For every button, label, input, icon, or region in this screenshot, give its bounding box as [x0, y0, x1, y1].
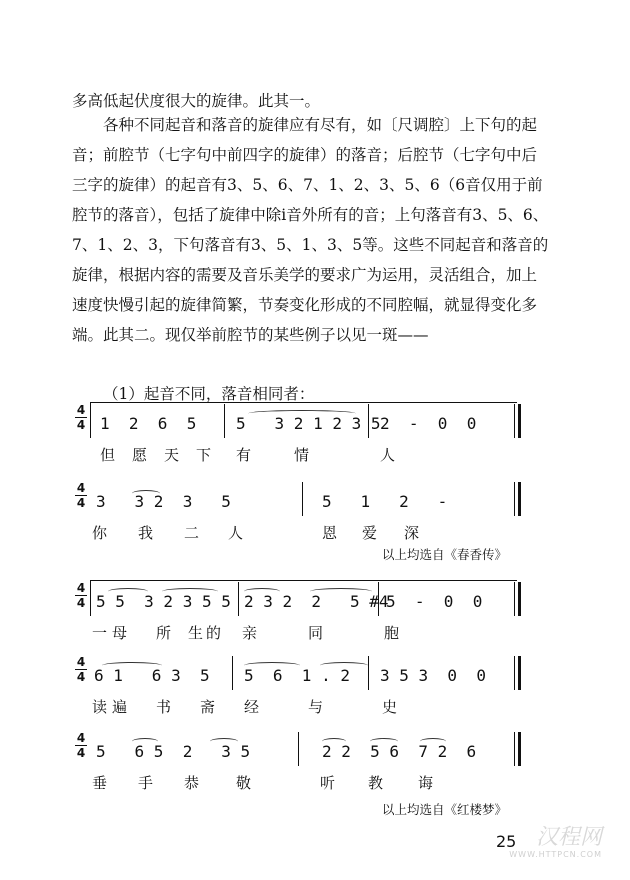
lyric: 恩: [322, 524, 338, 542]
lyric: 生: [188, 624, 204, 642]
barline: [90, 404, 91, 438]
lyric: 但: [100, 446, 116, 464]
paragraph-2-text: 各种不同起音和落音的旋律应有尽有，如〔尺调腔〕上下句的起音；前腔节（七字句中前四字的旋律）的落音；后腔节（七字句中后三字的旋律）的起音有3、5、6、7、1、2、3、5、6（6音仅用于前腔节的落音），包括了旋律中除i音外所有的音；上句落音有3、5、6、7、1、2、3，下句落音有3、5、1、3、5等。这些不同起音和落音的旋律，根据内容的需要及音乐美学的要求广为运用，灵活组合，加上速度快慢引起的旋律简繁，节奏变化形成的不同腔幅，就显得变化多端。此其二。现仅举前腔节的某些例子以见一斑——: [72, 116, 549, 344]
lyric: 二: [184, 524, 200, 542]
notes-measure-3: 3 5 3 0 0: [380, 666, 486, 685]
lyric: 听: [320, 774, 336, 792]
notes-measure-1: 6 1 6 3 5: [94, 666, 210, 685]
notes-measure-1: 5 6 5 2 3 5: [96, 742, 251, 761]
lyric: 教: [368, 774, 384, 792]
time-signature: 4 4: [76, 581, 86, 610]
paragraph-2: [72, 110, 552, 350]
lyric: 所: [156, 624, 172, 642]
watermark-logo: 汉程网: [535, 825, 602, 850]
score-line-2: [72, 482, 552, 552]
barline: [368, 656, 369, 690]
score-line-4: [72, 656, 552, 726]
slur: [162, 588, 218, 595]
slur: [102, 662, 162, 669]
lyric: 诲: [418, 774, 434, 792]
barline: [232, 656, 233, 690]
time-signature: 4 4: [76, 731, 86, 760]
barline: [238, 582, 239, 616]
lyric: 下: [196, 446, 212, 464]
lyric: 手: [138, 774, 154, 792]
barline: [378, 582, 379, 616]
notes-measure-2: 5 3 2 1 2 3 5: [236, 414, 381, 433]
lyric: 胞: [384, 624, 400, 642]
barline: [90, 582, 91, 616]
lyric: 爱: [362, 524, 378, 542]
final-barline: [514, 732, 515, 766]
notes-measure-2: 2 2 5 6 7 2 6: [322, 742, 477, 761]
lyric: 同: [308, 624, 324, 642]
lyric: 亲: [242, 624, 258, 642]
notes-measure-3: 5 - 0 0: [386, 592, 483, 611]
final-barline: [514, 656, 515, 690]
notes-measure-2: 2 3 2 2 5 #4: [244, 592, 389, 611]
barline: [224, 404, 225, 438]
lyric: 情: [294, 446, 310, 464]
score-line-1: [72, 404, 552, 474]
slur: [244, 662, 300, 669]
lyric: 与: [308, 698, 324, 716]
lyric: 书: [156, 698, 172, 716]
lyric: 经: [244, 698, 260, 716]
notes-measure-1: 5 5 3 2 3 5 5: [96, 592, 231, 611]
slur: [310, 588, 372, 595]
lyric: 恭: [184, 774, 200, 792]
notes-measure-2: 5 6 1 . 2: [244, 666, 350, 685]
lyric: 垂: [92, 774, 108, 792]
score-line-3: [72, 582, 552, 652]
repeat-bracket: [90, 580, 517, 587]
slur: [320, 662, 368, 669]
lyric: 有: [236, 446, 252, 464]
source-credit-chunxiang: 以上均选自《春香传》: [382, 547, 508, 562]
final-barline: [514, 404, 515, 438]
lyric: 斋: [200, 698, 216, 716]
source-credit-hongloumeng: 以上均选自《红楼梦》: [382, 802, 508, 817]
lyric: 史: [382, 698, 398, 716]
final-barline: [514, 582, 515, 616]
lyric: 深: [404, 524, 420, 542]
barline: [368, 404, 369, 438]
lyric: 敬: [236, 774, 252, 792]
lyric: 人: [228, 524, 244, 542]
lyric: 读: [92, 698, 108, 716]
barline: [298, 732, 299, 766]
text-line-1: 多高低起伏度很大的旋律。此其一。: [72, 92, 321, 110]
slur: [322, 738, 346, 745]
lyric: 母: [112, 624, 128, 642]
notes-measure-1: 1 2 6 5: [100, 414, 197, 433]
lyric: 我: [138, 524, 154, 542]
page-number: 25: [496, 832, 517, 851]
example-heading: （1）起音不同，落音相同者：: [103, 385, 315, 403]
notes-measure-1: 3 3 2 3 5: [96, 492, 231, 511]
lyric: 天: [164, 446, 180, 464]
time-signature: 4 4: [76, 403, 86, 432]
lyric: 一: [92, 624, 108, 642]
slur: [132, 738, 158, 745]
lyric: 愿: [132, 446, 148, 464]
slur: [244, 588, 280, 595]
repeat-bracket: [90, 402, 517, 409]
slur: [370, 738, 398, 745]
notes-measure-2: 5 1 2 -: [322, 492, 448, 511]
lyric: 的: [206, 624, 222, 642]
slur: [210, 738, 238, 745]
time-signature: 4 4: [76, 655, 86, 684]
lyric: 你: [92, 524, 108, 542]
slur: [420, 738, 446, 745]
notes-measure-3: 2 - 0 0: [380, 414, 477, 433]
lyric: 遍: [112, 698, 128, 716]
watermark-url: WWW.HTTPCN.COM: [509, 850, 602, 859]
time-signature: 4 4: [76, 481, 86, 510]
final-barline: [514, 482, 515, 516]
score-line-5: [72, 732, 552, 802]
slur: [132, 490, 160, 497]
barline: [302, 482, 303, 516]
slur: [108, 588, 148, 595]
lyric: 人: [380, 446, 396, 464]
